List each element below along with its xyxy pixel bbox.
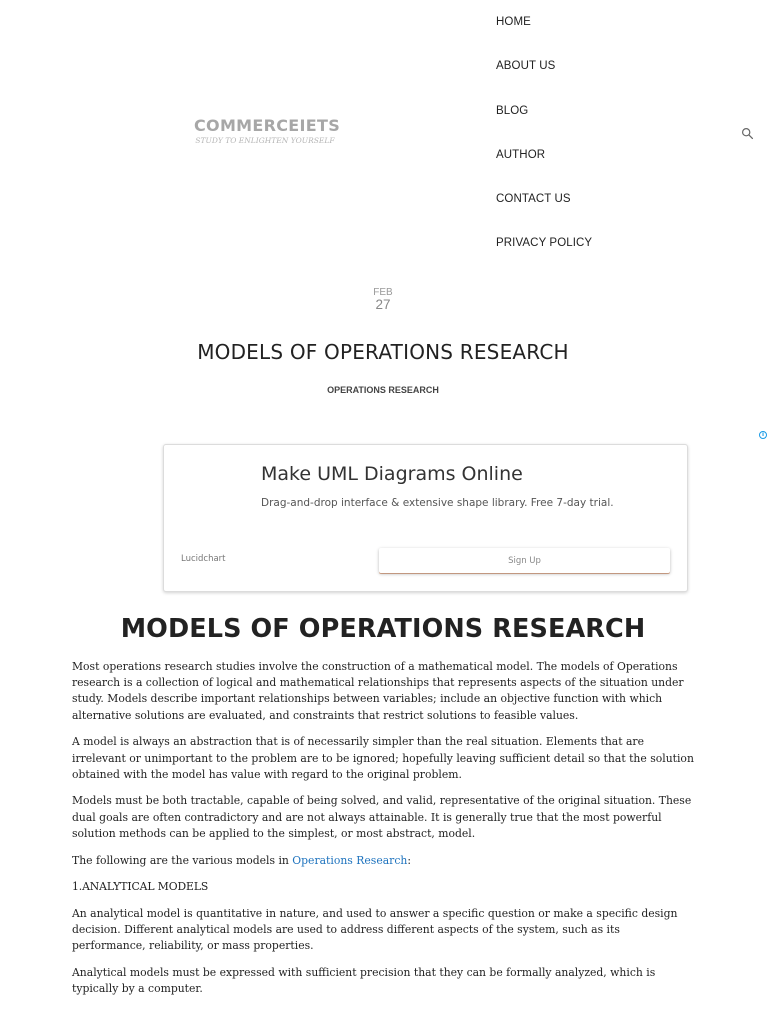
ad-description: Drag-and-drop interface & extensive shape library. Free 7-day trial. (261, 497, 614, 509)
post-date-month: FEB (373, 287, 393, 298)
article-paragraph: Models must be both tractable, capable of being solved, and valid, representative of the original situation. These dual goals are often contradictory and are not always attainable. It is generally true that the most powerful solution methods can be applied to the simplest, or most abstract, model. (72, 794, 692, 840)
article-paragraph: Analytical models must be expressed with sufficient precision that they can be formally analyzed, which is typically by a computer. (72, 966, 656, 996)
nav-item-about-us (496, 54, 592, 98)
nav-link-author[interactable]: AUTHOR (496, 148, 546, 161)
nav-item-contact-us (496, 187, 592, 231)
ad-advertiser-name[interactable]: Lucidchart (181, 554, 226, 564)
models-intro-colon: : (407, 853, 411, 867)
main-navigation (496, 10, 592, 276)
site-title-link[interactable]: COMMERCEIETS (194, 116, 341, 135)
site-tagline: STUDY TO ENLIGHTEN YOURSELF (195, 136, 335, 145)
nav-link-home[interactable]: HOME (496, 16, 531, 28)
nav-link-about-us[interactable]: ABOUT US (496, 60, 556, 73)
search-icon-graphic (741, 127, 754, 140)
info-icon[interactable]: i (759, 431, 767, 439)
ad-headline[interactable]: Make UML Diagrams Online (261, 463, 523, 485)
article-heading: MODELS OF OPERATIONS RESEARCH (120, 614, 646, 644)
nav-link-privacy-policy[interactable]: PRIVACY POLICY (496, 237, 593, 250)
models-intro-text: The following are the various models in (72, 853, 293, 867)
post-category (0, 380, 766, 398)
ad-signup-button[interactable]: Sign Up (379, 548, 670, 573)
section-heading-text: 1.ANALYTICAL MODELS (72, 880, 209, 894)
nav-link-blog[interactable]: BLOG (496, 104, 529, 117)
ad-block[interactable] (163, 444, 688, 592)
article-paragraph: An analytical model is quantitative in nature, and used to answer a specific question or make a specific design decision. Different analytical models are used to address different aspects of the system, such as its performance, reliability, or mass properties. (72, 906, 678, 953)
article-paragraph: A model is always an abstraction that is of necessarily simpler than the real situation. Elements that are irrelevant or unimportant to the problem are to be ignored; hopefully leaving sufficient detail so that the solution obtained with the model has value with regard to the original problem. (72, 735, 694, 781)
operations-research-link[interactable]: Operations Research (292, 853, 408, 867)
article-paragraph-models-intro (72, 853, 696, 869)
section-heading-analytical-models (72, 879, 696, 895)
nav-link-contact-us[interactable]: CONTACT US (496, 193, 571, 206)
nav-item-blog (496, 99, 592, 143)
post-date (0, 287, 766, 312)
article-body (72, 659, 696, 1008)
nav-item-author (496, 143, 592, 187)
search-icon[interactable] (741, 127, 754, 140)
article-paragraph: Most operations research studies involve the construction of a mathematical model. The models of Operations research is a collection of logical and mathematical relationships that represents aspects of the situation under study. Models describe important relationships between variables; include an objective function with which alternative solutions are evaluated, and constraints that restrict solutions to feasible values. (72, 660, 684, 722)
site-branding (194, 116, 341, 145)
post-date-day: 27 (375, 297, 391, 312)
nav-item-home (496, 10, 592, 54)
category-link[interactable]: OPERATIONS RESEARCH (327, 385, 439, 395)
post-title: MODELS OF OPERATIONS RESEARCH (197, 340, 569, 364)
nav-item-privacy-policy (496, 231, 592, 275)
